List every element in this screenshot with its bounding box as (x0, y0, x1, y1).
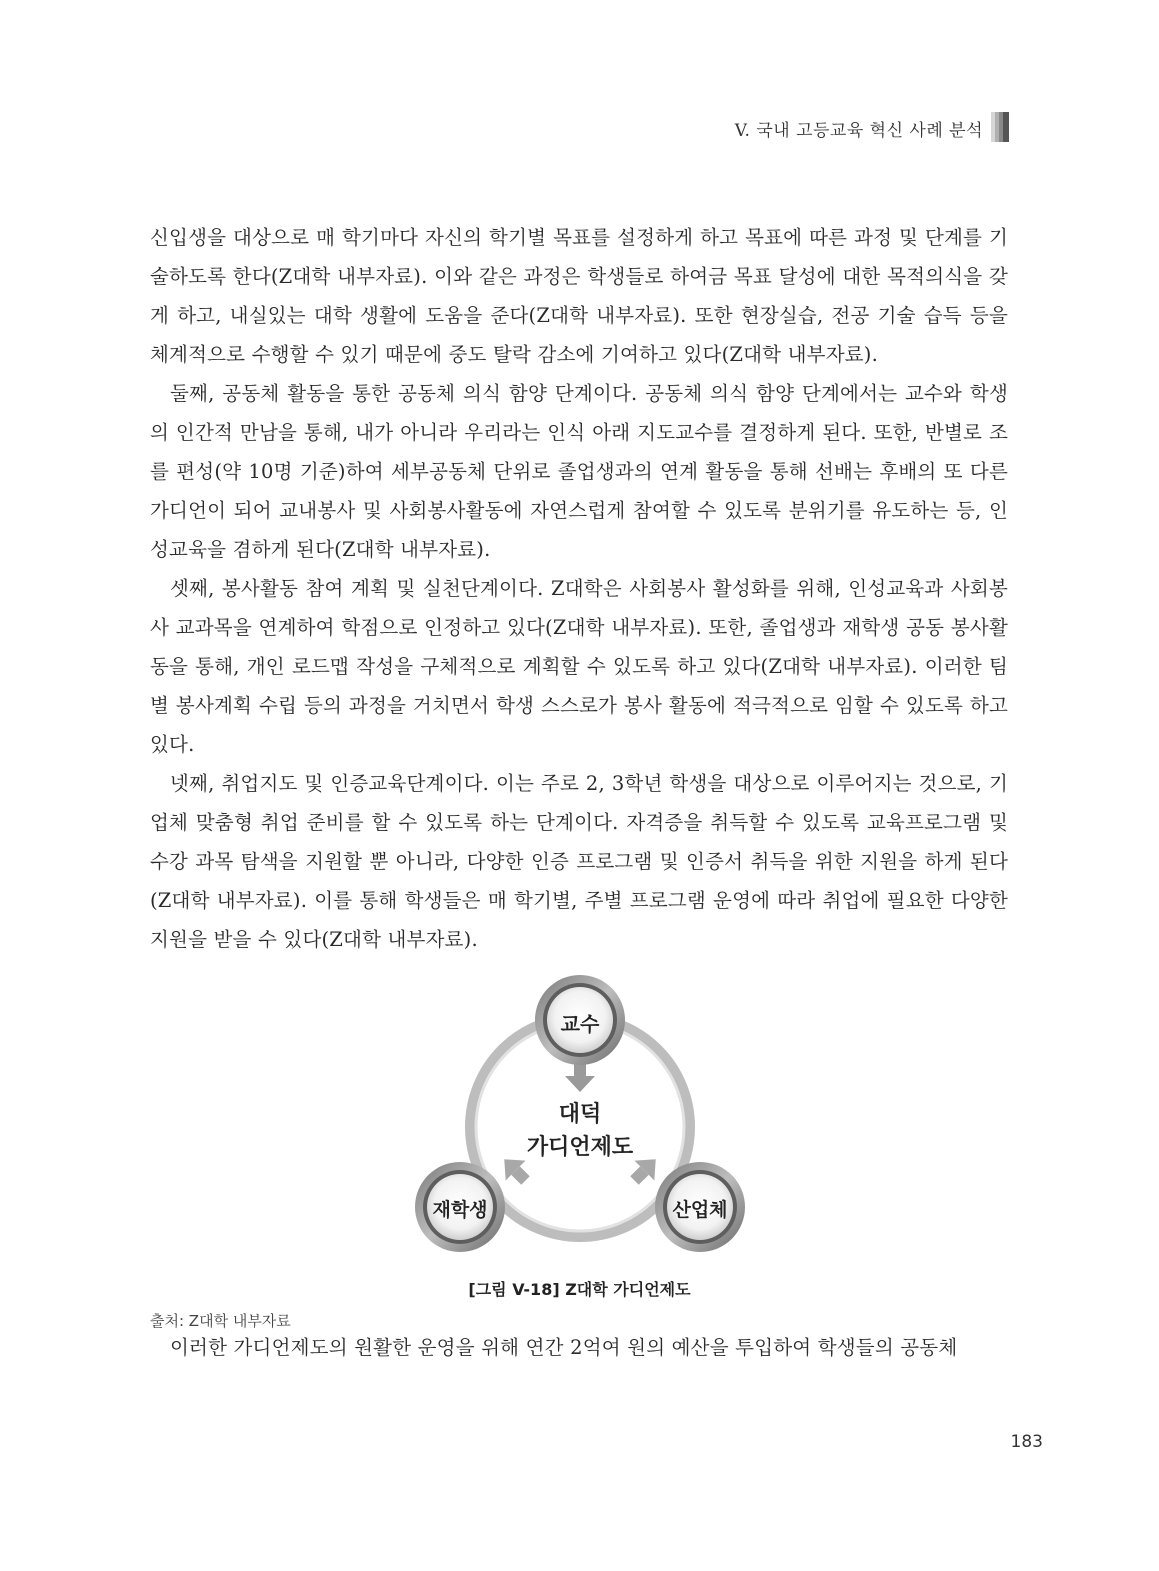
paragraph-2: 둘째, 공동체 활동을 통한 공동체 의식 함양 단계이다. 공동체 의식 함양 단계에서는 교수와 학생의 인간적 만남을 통해, 내가 아니라 우리라는 인식 아래 지도교수를 결정하게 된다. 또한, 반별로 조를 편성(약 10명 기준)하여 세부공동체 단위로 졸업생과의 연계 활동을 통해 선배는 후배의 또 다른 가디언이 되어 교내봉사 및 사회봉사활동에 자연스럽게 참여할 수 있도록 분위기를 유도하는 등, 인성교육을 겸하게 된다(Z대학 내부자료). (150, 382, 1008, 561)
page-number: 183 (1010, 1432, 1043, 1452)
node-student-label: 재학생 (432, 1199, 488, 1221)
figure-source: 출처: Z대학 내부자료 (150, 1312, 291, 1330)
running-header (735, 116, 1009, 141)
figure-caption: [그림 V-18] Z대학 가디언제도 (468, 1280, 691, 1299)
node-professor-label: 교수 (560, 1012, 600, 1036)
paragraph-3: 셋째, 봉사활동 참여 계획 및 실천단계이다. Z대학은 사회봉사 활성화를 위해, 인성교육과 사회봉사 교과목을 연계하여 학점으로 인정하고 있다(Z대학 내부자료). 또한, 졸업생과 재학생 공동 봉사활동을 통해, 개인 로드맵 작성을 구체적으로 계획할 수 있도록 하고 있다(Z대학 내부자료). 이러한 팀별 봉사계획 수립 등의 과정을 거치면서 학생 스스로가 봉사 활동에 적극적으로 임할 수 있도록 하고 있다. (150, 577, 1008, 756)
running-title: V. 국내 고등교육 혁신 사례 분석 (734, 121, 983, 141)
paragraph-5: 이러한 가디언제도의 원활한 운영을 위해 연간 2억여 원의 예산을 투입하여 학생들의 공동체 (170, 1336, 958, 1359)
arrow-down-icon (565, 1062, 595, 1092)
center-label-line1: 대덕 (558, 1102, 602, 1127)
paragraph-4: 넷째, 취업지도 및 인증교육단계이다. 이는 주로 2, 3학년 학생을 대상으로 이루어지는 것으로, 기업체 맞춤형 취업 준비를 할 수 있도록 하는 단계이다. 자격증을 취득할 수 있도록 교육프로그램 및 수강 과목 탐색을 지원할 뿐 아니라, 다양한 인증 프로그램 및 인증서 취득을 위한 지원을 하게 된다(Z대학 내부자료). 이를 통해 학생들은 매 학기별, 주별 프로그램 운영에 따라 취업에 필요한 다양한 지원을 받을 수 있다(Z대학 내부자료). (150, 772, 1008, 951)
center-label-line2: 가디언제도 (526, 1135, 634, 1160)
header-gradient-bar (991, 112, 1009, 142)
guardian-system-diagram (405, 972, 755, 1272)
paragraph-1: 신입생을 대상으로 매 학기마다 자신의 학기별 목표를 설정하게 하고 목표에 따른 과정 및 단계를 기술하도록 한다(Z대학 내부자료). 이와 같은 과정은 학생들로 하여금 목표 달성에 대한 목적의식을 갖게 하고, 내실있는 대학 생활에 도움을 준다(Z대학 내부자료). 또한 현장실습, 전공 기술 습득 등을 체계적으로 수행할 수 있기 때문에 중도 탈락 감소에 기여하고 있다(Z대학 내부자료). (150, 226, 1008, 366)
body-text (150, 218, 1008, 959)
node-industry-label: 산업체 (672, 1199, 728, 1221)
body-text-continued (150, 1328, 1008, 1367)
